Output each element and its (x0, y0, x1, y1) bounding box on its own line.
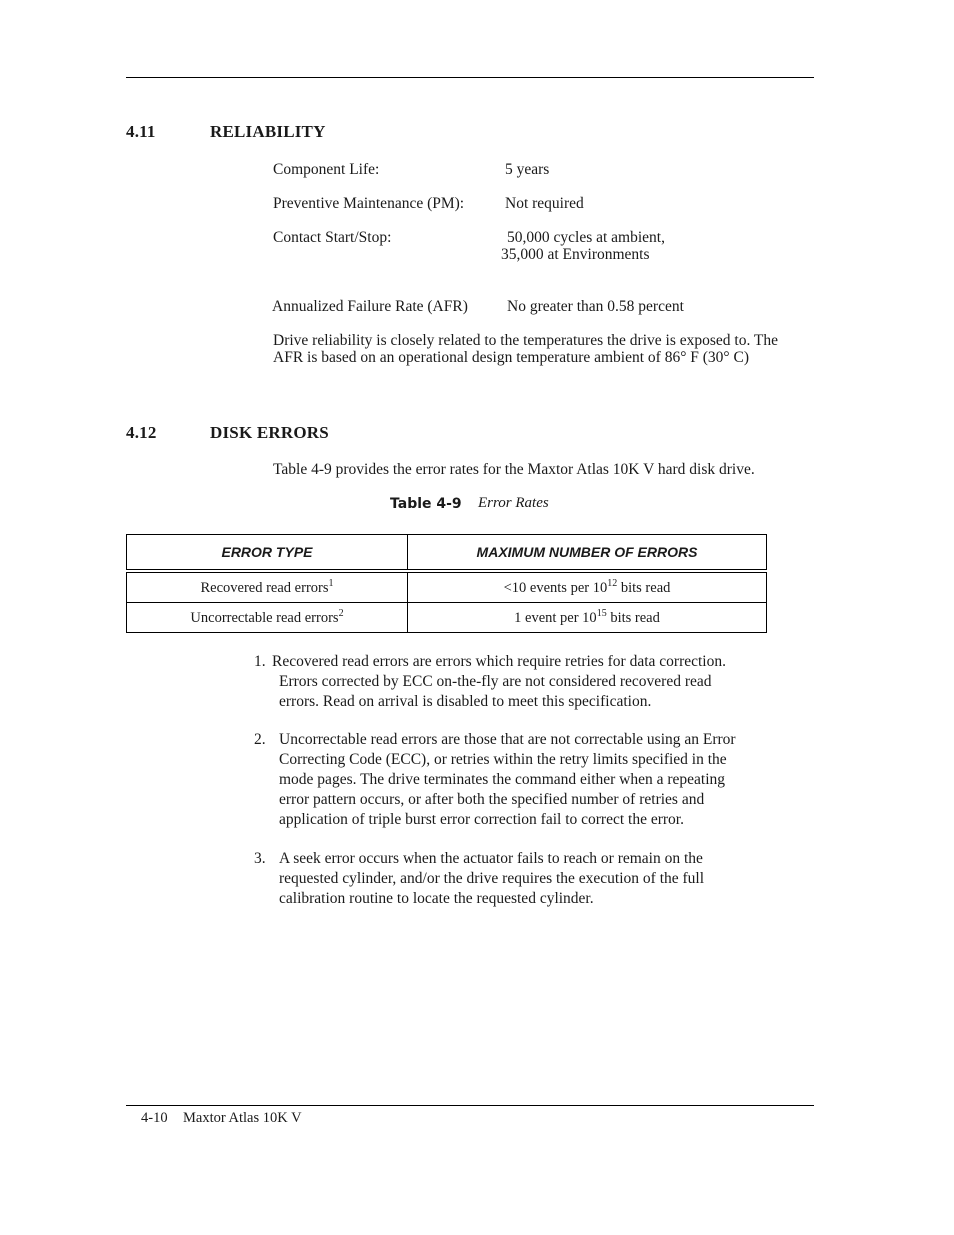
section-number: 4.11 (126, 122, 156, 141)
spec-value-afr: No greater than 0.58 percent (507, 298, 684, 315)
section-title: DISK ERRORS (210, 423, 329, 442)
max-errors-unit: bits read (617, 579, 671, 596)
footnote-body-cont (279, 672, 712, 712)
error-type-text: Uncorrectable read errors (190, 609, 339, 626)
disk-errors-intro: Table 4-9 provides the error rates for the Maxtor Atlas 10K V hard disk drive. (273, 461, 755, 478)
header-rule (126, 77, 814, 78)
footnote-line: Errors corrected by ECC on-the-fly are not considered recovered read (279, 673, 712, 690)
spec-value-pm: Not required (505, 195, 584, 212)
max-errors-text: 1 event per 10 (514, 609, 597, 626)
spec-label-component-life: Component Life: (273, 161, 380, 178)
footnote-line: application of triple burst error correction fail to correct the error. (279, 811, 684, 828)
spec-value-css: 50,000 cycles at ambient, (507, 229, 665, 246)
footnote-ref: 2 (338, 608, 344, 620)
table-caption: Error Rates (478, 495, 549, 511)
reliability-paragraph-line1: Drive reliability is closely related to the temperatures the drive is exposed to. The (273, 332, 779, 349)
table-cell-max-errors (408, 571, 767, 603)
footnote-2 (254, 730, 814, 832)
footnote-body (279, 730, 736, 830)
spec-label-pm: Preventive Maintenance (PM): (273, 195, 465, 212)
spec-label-afr: Annualized Failure Rate (AFR) (272, 298, 468, 315)
exponent: 12 (607, 578, 618, 590)
table-row (127, 571, 767, 603)
footnote-number: 3. (254, 850, 266, 867)
footnote-line: Uncorrectable read errors are those that are not correctable using an Error (279, 731, 736, 748)
reliability-paragraph-line2: AFR is based on an operational design temperature ambient of 86° F (30° C) (273, 349, 750, 366)
table-row (127, 603, 767, 633)
footnote-line: A seek error occurs when the actuator fails to reach or remain on the (279, 850, 703, 867)
footer-rule (126, 1105, 814, 1106)
footnote-number: 1. (254, 653, 266, 670)
table-label: Table 4-9 (390, 496, 462, 512)
section-title: RELIABILITY (210, 122, 326, 141)
table-header-max-errors: MAXIMUM NUMBER OF ERRORS (408, 535, 767, 572)
footer-doc-title: Maxtor Atlas 10K V (183, 1110, 302, 1126)
footnote-line: requested cylinder, and/or the drive requires the execution of the full (279, 870, 705, 887)
footnote-number: 2. (254, 731, 266, 748)
max-errors-text: <10 events per 10 (503, 579, 608, 596)
spec-label-css: Contact Start/Stop: (273, 229, 392, 246)
footnote-body (272, 652, 726, 672)
footnote-line: calibration routine to locate the requested cylinder. (279, 890, 594, 907)
exponent: 15 (596, 608, 607, 620)
footnote-line: errors. Read on arrival is disabled to meet this specification. (279, 693, 652, 710)
error-type-text: Recovered read errors (200, 579, 329, 596)
footnote-line: mode pages. The drive terminates the command either when a repeating (279, 771, 726, 788)
footer-page-number: 4-10 (141, 1110, 168, 1126)
footnote-3 (254, 849, 814, 911)
footnote-1 (254, 652, 814, 714)
footnote-line: Correcting Code (ECC), or retries within the retry limits specified in the (279, 751, 727, 768)
max-errors-unit: bits read (606, 609, 660, 626)
footnote-line: Recovered read errors are errors which require retries for data correction. (272, 653, 726, 670)
footnote-body (279, 849, 704, 909)
footnote-ref: 1 (328, 578, 334, 590)
table-cell-max-errors (408, 603, 767, 633)
spec-value-component-life: 5 years (505, 161, 550, 178)
table-cell-error-type (127, 571, 408, 603)
spec-value-css-line2: 35,000 at Environments (501, 246, 650, 263)
table-header-error-type: ERROR TYPE (127, 535, 408, 572)
footnote-line: error pattern occurs, or after both the specified number of retries and (279, 791, 705, 808)
error-rates-table (126, 534, 767, 633)
table-cell-error-type (127, 603, 408, 633)
section-number: 4.12 (126, 423, 157, 442)
